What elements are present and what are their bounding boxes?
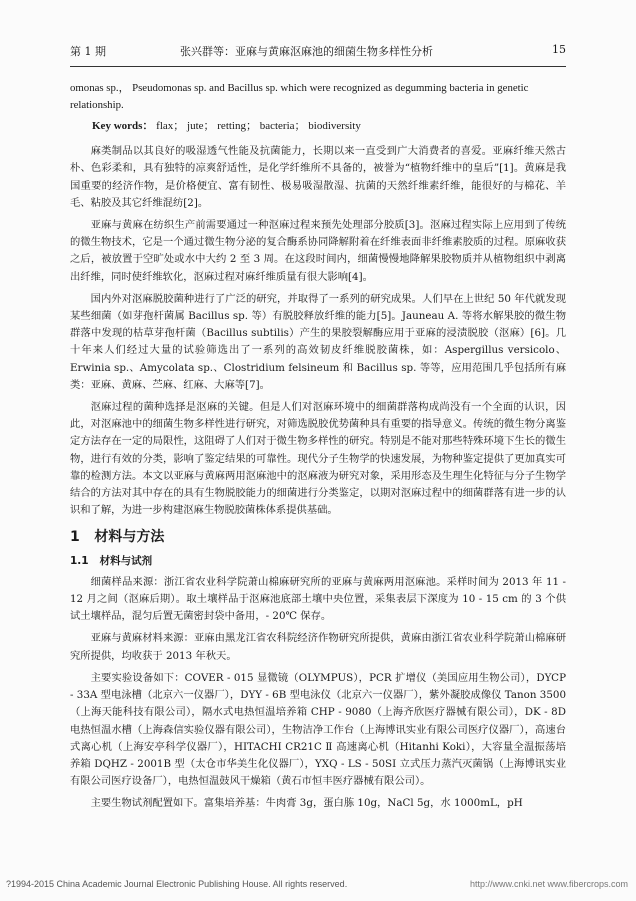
section-heading (70, 529, 566, 546)
subsection-heading (70, 553, 566, 570)
section-title: 材料与方法 (94, 529, 165, 546)
methods-paragraph-3: 主要实验设备如下：COVER - 015 显微镜（OLYMPUS），PCR 扩增仪（美国应用生物公司），DYCP - 33A 型电泳槽（北京六一仪器厂），DYY - 6B 型电泳仪（北京六一仪器厂），紫外凝胶成像仪 Tanon 3500（上海天能科技有限公司），隔水式电热恒温培养箱 CHP - 9080（上海齐欣医疗器械有限公司），DK - 8D 电热恒温水槽（上海森信实验仪器有限公司），生物洁净工作台（上海博讯实业有限公司医疗仪器厂），高速台式离心机（上海安亭科学仪器厂），HITACHI CR21C Ⅱ 高速离心机（Hitanhi Koki），大容量全温振荡培养箱 DQHZ - 2001B 型（太仓市华美生化仪器厂），YXQ - LS - 50SI 立式压力蒸汽灭菌锅（上海博讯实业有限公司医疗设备厂），电热恒温鼓风干燥箱（黄石市恒丰医疗器械有限公司）。 (70, 671, 566, 788)
subsection-number: 1.1 (70, 554, 89, 567)
abstract-tail: omonas sp.， Pseudomonas sp. and Bacillus sp. which were recognized as degumming bacteria in genetic relationship. (70, 82, 529, 111)
subsection-title: 材料与试剂 (99, 554, 153, 567)
page-number: 15 (552, 43, 566, 56)
intro-paragraph-4: 沤麻过程的菌种选择是沤麻的关键。但是人们对沤麻环境中的细菌群落构成尚没有一个全面的认识，因此，对沤麻池中的细菌生物多样性进行研究，对筛选脱胶优势菌种具有重要的指导意义。传统的微生物分离鉴定方法存在一定的局限性，这阻碍了人们对于微生物多样性的研究。特别是不能对那些特殊环境下生长的微生物，进行有效的分类，影响了鉴定结果的可靠性。现代分子生物学的快速发展，为物种鉴定提供了更加真实可靠的检测方法。本文以亚麻与黄麻两用沤麻池中的沤麻液为研究对象，采用形态及生理生化特征与分子生物学结合的方法对其中存在的具有生物脱胶能力的细菌进行分类鉴定，以期对沤麻过程中的细菌群落有进一步的认识和了解，为进一步构建沤麻生物脱胶菌株体系提供基础。 (70, 401, 566, 517)
methods-paragraph-2: 亚麻与黄麻材料来源：亚麻由黑龙江省农科院经济作物研究所提供，黄麻由浙江省农业科学院萧山棉麻研究所提供，均收获于 2013 年秋天。 (70, 632, 566, 662)
intro-paragraph-1: 麻类制品以其良好的吸湿透气性能及抗菌能力，长期以来一直受到广大消费者的喜爱。亚麻纤维天然古朴、色彩柔和，具有独特的凉爽舒适性，是化学纤维所不具备的，被誉为“植物纤维中的皇后”[1]。黄麻是我国重要的经济作物，是价格便宜、富有韧性、极易吸湿散湿、抗菌的天然纤维素纤维，能很好的与棉花、羊毛、粘胶及其它纤维混纺[2]。 (70, 145, 566, 209)
copyright-text: ?1994-2015 China Academic Journal Electronic Publishing House. All rights reserved. (6, 879, 348, 889)
keywords-line (70, 118, 566, 135)
intro-paragraph-2: 亚麻与黄麻在纺织生产前需要通过一种沤麻过程来预先处理部分胶质[3]。沤麻过程实际上应用到了传统的微生物技术，它是一个通过微生物分泌的复合酶系协同降解附着在纤维表面非纤维素胶质的过程。原麻收获之后，被放置于空旷处或水中大约 2 至 3 周。在这段时间内，细菌慢慢地降解果胶物质并从植物组织中剥离出纤维，同时使纤维软化，沤麻过程对麻纤维质量有很大影响[4]。 (70, 219, 566, 283)
section-number: 1 (70, 529, 80, 546)
copyright-footer (0, 879, 636, 893)
running-header (70, 40, 566, 62)
keywords-label: Key words： (92, 120, 154, 132)
running-title: 张兴群等：亚麻与黄麻沤麻池的细菌生物多样性分析 (180, 45, 433, 58)
issue-label: 第 1 期 (70, 45, 106, 58)
methods-paragraph-4: 主要生物试剂配置如下。富集培养基：牛肉膏 3g，蛋白胨 10g，NaCl 5g，水 1000mL，pH (90, 797, 523, 810)
intro-paragraph-3: 国内外对沤麻脱胶菌种进行了广泛的研究，并取得了一系列的研究成果。人们早在上世纪 50 年代就发现某些细菌（如芽孢杆菌属 Bacillus sp. 等）有脱胶释放纤维的能力[5]。Jauneau A. 等将水解果胶的微生物群落中发现的枯草芽孢杆菌（Bacillus subtilis）产生的果胶裂解酶应用于亚麻的浸渍脱胶（沤麻）[6]。几十年来人们经过大量的试验筛选出了一系列的高效韧皮纤维脱胶菌株，如：Aspergillus versicolo、Erwinia sp.、Amycolata sp.、Clostridium felsineum 和 Bacillus sp. 等等，应用范围几乎包括所有麻类：亚麻、黄麻、苎麻、红麻、大麻等[7]。 (70, 292, 566, 391)
watermark-text: http://www.cnki.net www.fibercrops.com (469, 879, 628, 889)
methods-paragraph-1: 细菌样品来源：浙江省农业科学院萧山棉麻研究所的亚麻与黄麻两用沤麻池。采样时间为 2013 年 11 - 12 月之间（沤麻后期）。取土壤样品于沤麻池底部土壤中央位置，采集表层下深度为 10 - 15 cm 的 3 个供试土壤样品，混匀后置无菌密封袋中备用，- 20℃ 保存。 (70, 575, 566, 623)
article-body (70, 80, 566, 818)
keywords-text: flax； jute； retting； bacteria； biodiversity (156, 120, 361, 132)
header-rule (70, 66, 566, 67)
